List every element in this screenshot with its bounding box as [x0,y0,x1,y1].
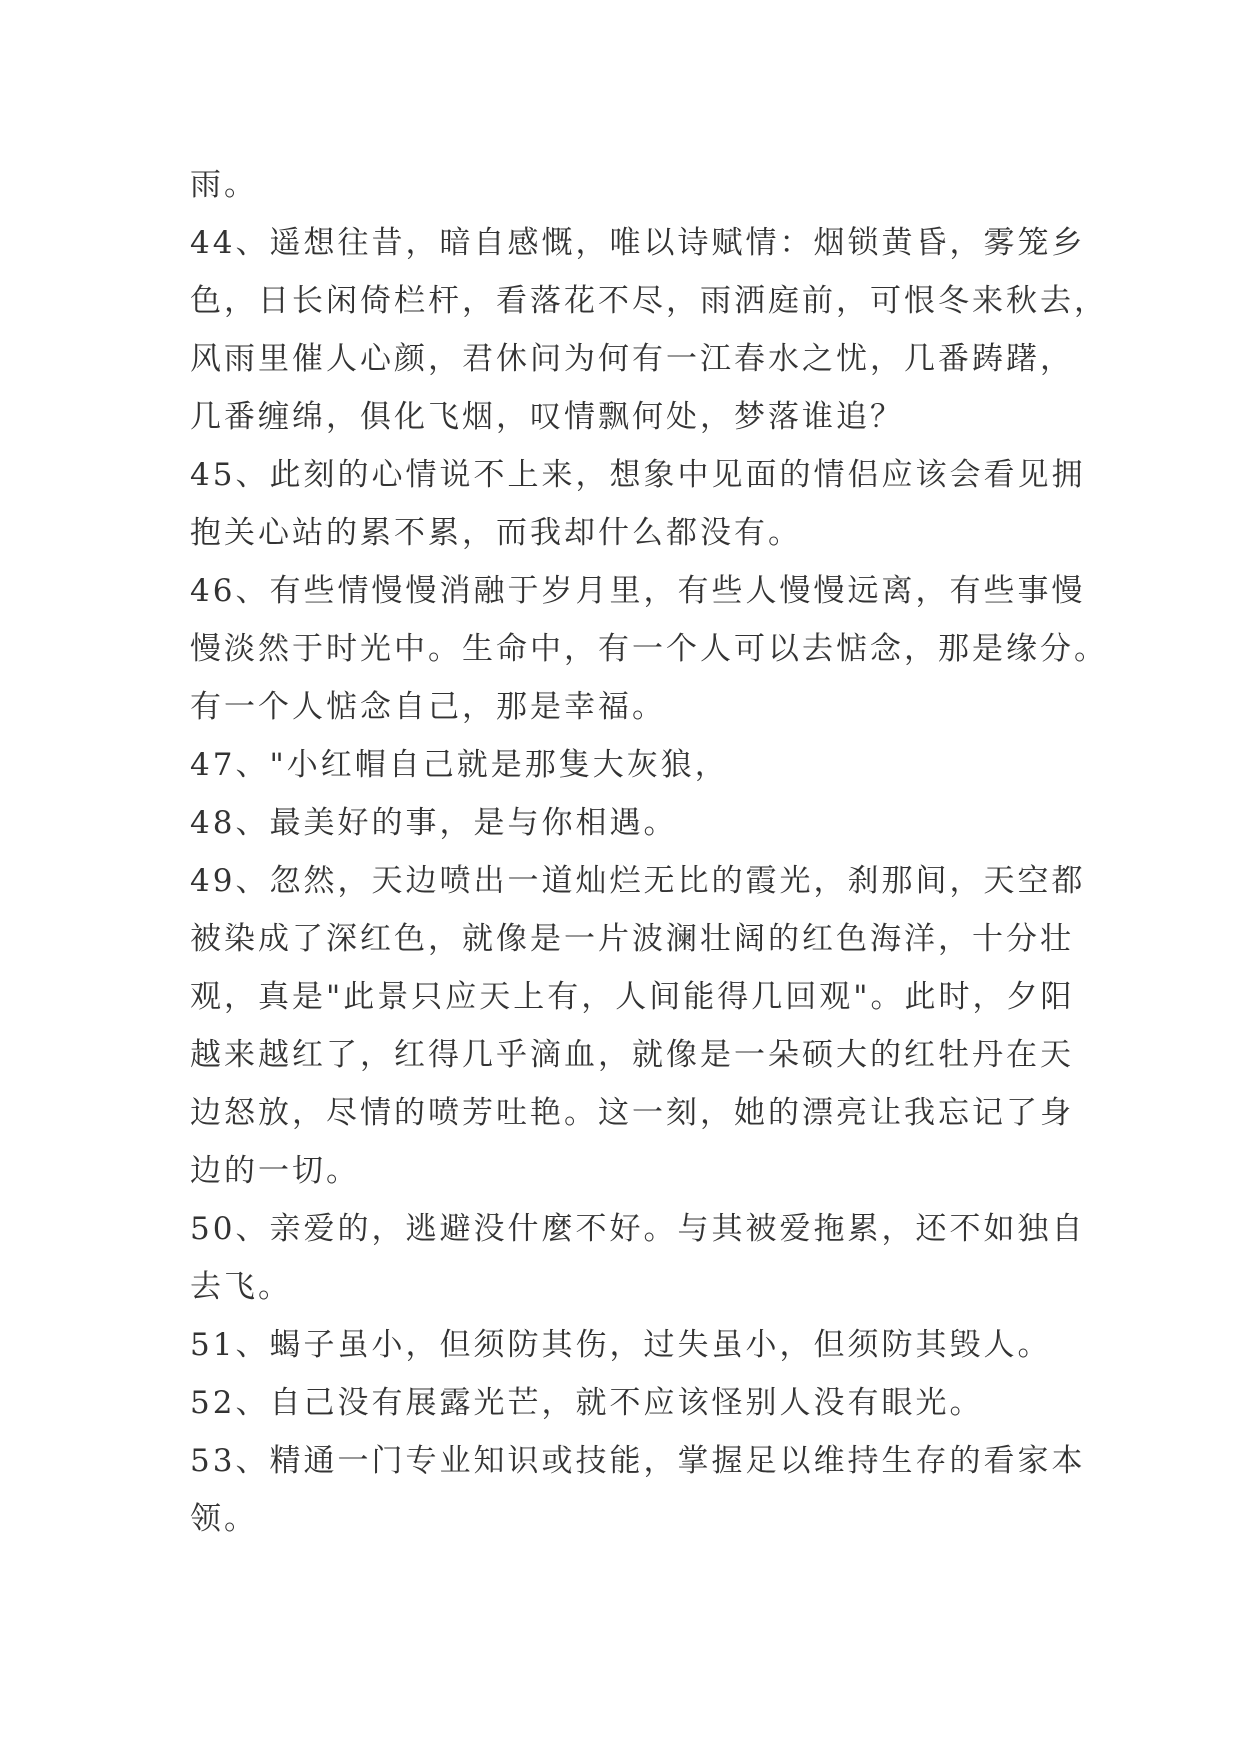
text-line: 抱关心站的累不累，而我却什么都没有。 [190,515,802,551]
text-line: 51、蝎子虽小，但须防其伤，过失虽小，但须防其毁人。 [190,1327,1052,1363]
text-line: 46、有些情慢慢消融于岁月里，有些人慢慢远离，有些事慢 [190,573,1086,609]
text-line: 慢淡然于时光中。生命中，有一个人可以去惦念，那是缘分。 [190,631,1108,667]
text-line: 49、忽然，天边喷出一道灿烂无比的霞光，刹那间，天空都 [190,863,1086,899]
text-line: 风雨里催人心颜，君休问为何有一江春水之忧，几番踌躇， [190,341,1074,377]
text-line: 52、自己没有展露光芒，就不应该怪别人没有眼光。 [190,1385,984,1421]
text-line: 47、"小红帽自己就是那隻大灰狼， [190,747,729,783]
text-line: 几番缠绵，俱化飞烟，叹情飘何处，梦落谁追？ [190,399,904,435]
text-line: 有一个人惦念自己，那是幸福。 [190,689,666,725]
text-line: 44、遥想往昔，暗自感慨，唯以诗赋情：烟锁黄昏，雾笼乡 [190,225,1086,261]
text-line: 48、最美好的事，是与你相遇。 [190,805,678,841]
document-body [190,156,1108,1548]
text-line: 观，真是"此景只应天上有，人间能得几回观"。此时，夕阳 [190,979,1075,1015]
text-line: 雨。 [190,167,258,203]
text-line: 边怒放，尽情的喷芳吐艳。这一刻，她的漂亮让我忘记了身 [190,1095,1074,1131]
text-line: 领。 [190,1501,258,1537]
text-line: 边的一切。 [190,1153,360,1189]
text-line: 去飞。 [190,1269,292,1305]
text-line: 50、亲爱的，逃避没什麼不好。与其被爱拖累，还不如独自 [190,1211,1086,1247]
text-line: 色，日长闲倚栏杆，看落花不尽，雨洒庭前，可恨冬来秋去， [190,283,1108,319]
text-line: 53、精通一门专业知识或技能，掌握足以维持生存的看家本 [190,1443,1086,1479]
text-line: 被染成了深红色，就像是一片波澜壮阔的红色海洋，十分壮 [190,921,1074,957]
text-line: 45、此刻的心情说不上来，想象中见面的情侣应该会看见拥 [190,457,1086,493]
text-line: 越来越红了，红得几乎滴血，就像是一朵硕大的红牡丹在天 [190,1037,1074,1073]
